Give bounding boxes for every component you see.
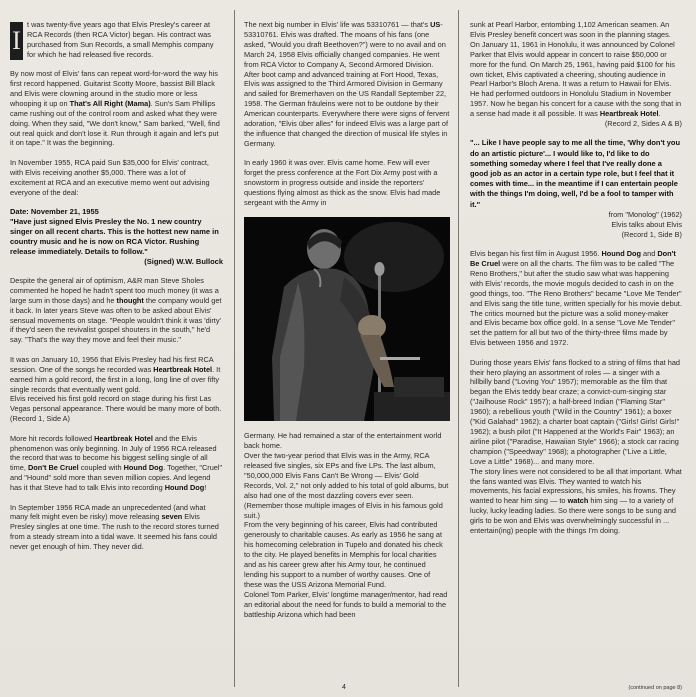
song-title: Heartbreak Hotel <box>599 109 659 119</box>
column-1 <box>10 20 223 562</box>
quote-source: Elvis talks about Elvis <box>611 219 682 229</box>
paragraph: During those years Elvis' fans flocked to a string of films that had their hero playing an assortment of roles — a singer with a hillbilly band ("Loving You" 1957); memorable as the film that began the Elvis teddy bear craze; a convict-cum-singing star ("Jailhouse Rock" 1957); a half-breed Indian ("Flaming Star" 1960); a rebellious youth ("Wild in the Country" 1961); a boxer ("Kid Galahad" 1962); a charter boat captain ("Girls! Girls! Girls!" 1962); a bush pilot ("It Happened at the World's Fair" 1963); an airline pilot ("Paradise, Hawaiian Style" 1966); a stock car racing champion ("Speedway" 1968); a photographer ("Live a Little, Love a Little" 1968)... and many more. The story lines were not considered to be all that important. What the fans wanted was Elvis. They wanted to watch his movements, his facial expressions, his smiles, his frowns. They wanted to hear him sing — to watch him sing — to a variety of lucky, lucky leading ladies. So there were songs to be sung and girls to be won and Elvis was overwhelmingly successful in ... entertain(ing) people with the things I'm doing. <box>470 357 682 536</box>
column-2 <box>244 20 450 629</box>
paragraph: The next big number in Elvis' life was 53310761 — that's US-53310761. Elvis was drafted. The moans of his fans (one asked, "Would you draft Beethoven?") were to no avail and on March 24, 1958 Elvis officially changed companies. He went from RCA Victor to Company A, Second Armored Division. After boot camp and advanced training at Fort Hood, Texas, Elvis was assigned to the Third Armored Division in Germany and sailed for Bremerhaven on the US Randall September 22, 1958. The German fräuleins were not to be outdone by their American counterparts. Everywhere there were signs of fervent adoration, "Elvis über alles" for indeed Elvis was a large part of the influence that changed the direction of musical life styles in Germany. <box>244 20 450 148</box>
elvis-quote <box>470 138 682 239</box>
intro-paragraph: I t was twenty-five years ago that Elvis Presley's career at RCA Records (then RCA Victor) began. His contract was purchased from Sun Records, a small Memphis company for which he had released five records. <box>10 20 223 60</box>
memo-signature: (Signed) W.W. Bullock <box>144 256 223 266</box>
quote-source: (Record 1, Side B) <box>621 229 682 239</box>
column-3 <box>470 20 682 545</box>
quote-text: "... Like I have people say to me all the time, 'Why don't you do an artistic picture'... I would like to, I'd like to do something someday where I feel that I've really done a good job as an actor in a certain type role, but I feel that it comes with time... in the meantime if I can entertain people with the things I'm doing, well, I'd be a fool to tamper with it." <box>470 138 680 209</box>
memo-date: Date: November 21, 1955 <box>10 207 99 216</box>
record-reference: (Record 2, Sides A & B) <box>604 119 682 129</box>
photo-image <box>244 217 450 421</box>
paragraph: More hit records followed Heartbreak Hotel and the Elvis phenomenon was only beginning. In July of 1956 RCA released the record that was to become his biggest selling single of all time, Don't Be Cruel coupled with Hound Dog. Together, "Cruel" and "Hound" sold more than seven million copies. And legend has it that Steve had to talk Elvis into recording Hound Dog! <box>10 433 223 493</box>
quote-source: from "Monolog" (1962) <box>608 209 682 219</box>
page-number: 4 <box>342 684 346 691</box>
paragraph: Despite the general air of optimism, A&R man Steve Sholes commented he hoped he hadn't spent too much money (it was a large sum in those days) and he thought the company would get it back. In later years Steve was often to be asked about Elvis' sensual movements on stage. "People wouldn't think it was 'dirty' if they'd seen the revivalist gospel shouters in the south," he'd say. "That's the way they move and feel their music." <box>10 275 222 345</box>
paragraph: sunk at Pearl Harbor, entombing 1,102 American seamen. An Elvis Presley benefit concert was soon in the planning stages. On January 11, 1961 in Honolulu, it was announced by Colonel Parker that Elvis would appear in concert to raise $50,000 or more for the fund. On March 25, 1961, having paid $100 for his own ticket, Elvis captivated a cheering, shouting audience in Pearl Harbor's Bloch Arena. It was a return to Hawaii for Elvis. He had performed outdoors in Honolulu Stadium in November 1957. Now he began his concert for a cause with the song that in a sense had made it all possible. It was Heartbreak Hotel. (Record 2, Sides A & B) <box>470 20 682 129</box>
song-title: That's All Right (Mama) <box>69 98 151 108</box>
elvis-concert-photo <box>244 217 450 421</box>
column-divider <box>234 10 235 687</box>
paragraph: In November 1955, RCA paid Sun $35,000 for Elvis' contract, with Elvis receiving another $5,000. There was a lot of excitement at RCA and an executive memo went out advising everyone of the deal: <box>10 157 210 197</box>
paragraph: Elvis began his first film in August 1956. Hound Dog and Don't Be Cruel were on all the charts. The film was to be called "The Reno Brothers," but after the studio saw what was happening with Elvis' records, the movie moguls decided to cash in on the good things, too. "The Reno Brothers" became "Love Me Tender" and Elvis sang the title tune, written specially for his movie debut. The critics mourned but the picture was a solid money-maker and Elvis became box office gold. In a sense "Love Me Tender" set the pattern for all but two of the thirty-three films made by Elvis between 1956 and 1972. <box>470 249 682 348</box>
column-divider <box>458 10 459 687</box>
continued-note: (continued on page 8) <box>628 685 682 691</box>
paragraph: In September 1956 RCA made an unprecedented (and what many felt might even be risky) move releasing seven Elvis Presley singles at one time. The rush to the record stores turned from a steady stream into a tidal wave. It seemed his fans could never get enough of him. They never did. <box>10 502 219 552</box>
memo-body: "Have just signed Elvis Presley the No. 1 new country singer on all recent charts. This is the hottest new name in country music and he is now on RCA Victor. Rushing release immediately. Details to follow." <box>10 216 219 256</box>
paragraph: Germany. He had remained a star of the entertainment world back home. Over the two-year period that Elvis was in the Army, RCA released five singles, six EPs and five LPs. The last album, "50,000,000 Elvis Fans Can't Be Wrong — Elvis' Gold Records, Vol. 2," not only added to his total of gold albums, but also had one of the most dazzling covers ever seen. (Remember those multiple images of Elvis in his famous gold suit.) From the very beginning of his career, Elvis had contributed generously to charitable causes. As early as 1956 he sang at his homecoming celebration in Tupelo and donated his check to the city. He played benefits in Memphis for local charities and as his career grew after his Army tour, he continued lending his support to a number of worthy causes. One of these was the USS Arizona Memorial Fund. Colonel Tom Parker, Elvis' longtime manager/mentor, had read an editorial about the need for funds to build a memorial to the battleship Arizona which had been <box>244 431 449 619</box>
paragraph: It was on January 10, 1956 that Elvis Presley had his first RCA session. One of the songs he recorded was Heartbreak Hotel. It earned him a gold record, the first in a long, long line of over fifty single records that eventually went gold. Elvis received his first gold record on stage during his first Las Vegas personal appearance. There would be many more of both. (Record 1, Side A) <box>10 354 222 424</box>
song-title: Heartbreak Hotel <box>153 364 213 374</box>
paragraph: In early 1960 it was over. Elvis came home. Few will ever forget the press conference at the Fort Dix Army post with a snowstorm in progress outside and inside the reporters' questions flying almost as thick as the snow. Elvis had made sergeant with the Army in <box>244 158 441 207</box>
paragraph: By now most of Elvis' fans can repeat word-for-word the way his first record happened. Guitarist Scotty Moore, bassist Bill Black and Elvis were clowning around in the studio more or less whooping it up on That's All Right (Mama). Sun's Sam Phillips came rushing out of the control room and asked what they were doing. When they said, "We don't know," Sam barked, "Well, find out real quick and don't lose it. Run through it again and let's put it on tape." It was the beginning. <box>10 69 220 148</box>
drop-cap: I <box>10 22 23 60</box>
rca-memo <box>10 207 223 266</box>
